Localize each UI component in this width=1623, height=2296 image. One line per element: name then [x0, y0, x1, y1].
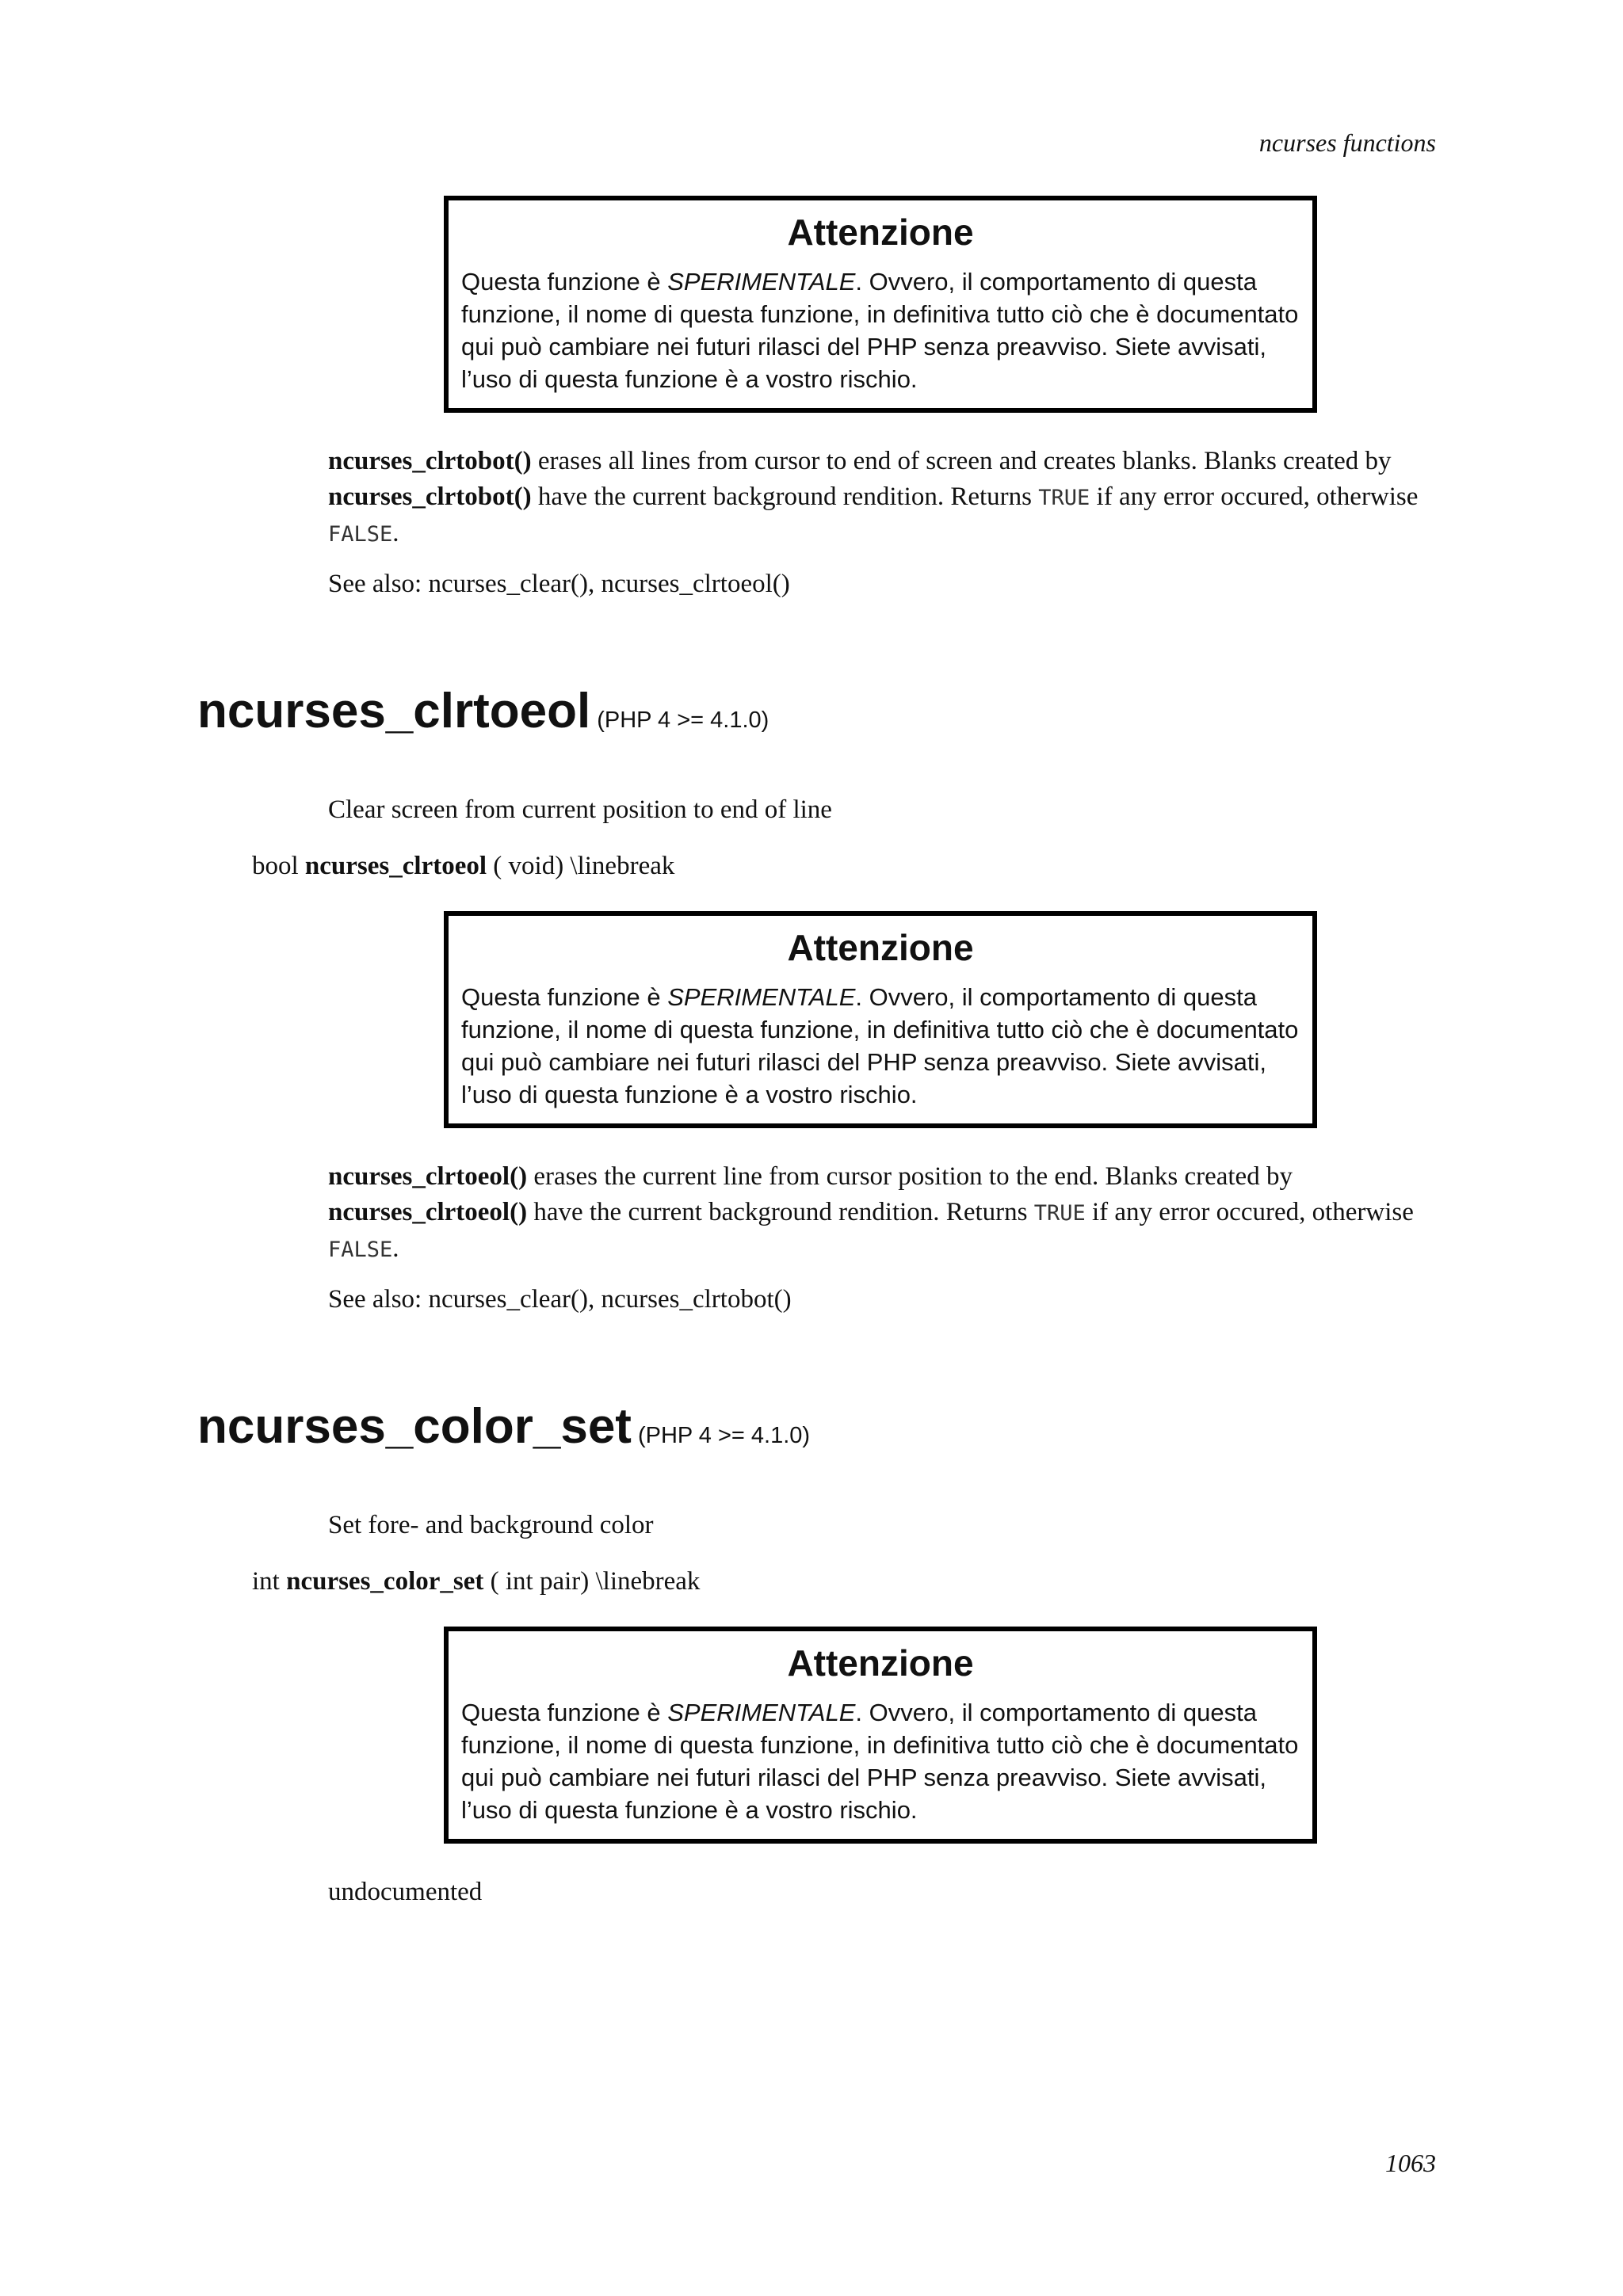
- warning-title: Attenzione: [787, 927, 974, 968]
- function-heading: [197, 683, 769, 739]
- constant-false: FALSE: [328, 522, 393, 547]
- warning-title: Attenzione: [787, 1642, 974, 1684]
- constant-true: TRUE: [1033, 1201, 1086, 1226]
- warning-box: [444, 196, 1317, 413]
- warning-title: Attenzione: [787, 212, 974, 253]
- function-name: ncurses_color_set: [197, 1399, 632, 1454]
- function-ref: ncurses_clrtoeol(): [328, 1198, 528, 1226]
- warning-text: Questa funzione è SPERIMENTALE. Ovvero, il comportamento di questa funzione, il nome di questa funzione, in definitiva tutto ciò che è documentato qui può cambiare nei futuri rilasci del PHP senza preavviso. Siete avvisati, l’uso di questa funzione è a vostro rischio.: [461, 1699, 1299, 1824]
- warning-box: [444, 911, 1317, 1128]
- function-description: undocumented: [328, 1878, 483, 1906]
- function-ref: ncurses_clrtoeol(): [328, 1162, 528, 1191]
- function-ref: ncurses_clrtobot(): [328, 482, 532, 511]
- function-purpose: Clear screen from current position to end of line: [328, 795, 832, 824]
- warning-text: Questa funzione è SPERIMENTALE. Ovvero, il comportamento di questa funzione, il nome di questa funzione, in definitiva tutto ciò che è documentato qui può cambiare nei futuri rilasci del PHP senza preavviso. Siete avvisati, l’uso di questa funzione è a vostro rischio.: [461, 268, 1299, 393]
- description-paragraph: ncurses_clrtobot() erases all lines from cursor to end of screen and creates blanks. Blanks created by ncurses_clrtobot() have the current background rendition. Returns TRUE if any error occured, otherwise FALSE.: [328, 447, 1419, 547]
- function-name: ncurses_clrtoeol: [197, 684, 591, 738]
- constant-true: TRUE: [1038, 486, 1090, 510]
- function-synopsis: int ncurses_color_set ( int pair) \linebreak: [252, 1567, 701, 1596]
- running-head: ncurses functions: [1258, 128, 1436, 157]
- function-synopsis: bool ncurses_clrtoeol ( void) \linebreak: [252, 852, 675, 880]
- function-purpose: Set fore- and background color: [328, 1511, 654, 1539]
- see-also: See also: ncurses_clear(), ncurses_clrtoeol(): [328, 570, 790, 598]
- see-also: See also: ncurses_clear(), ncurses_clrtobot(): [328, 1285, 792, 1314]
- function-version: (PHP 4 >= 4.1.0): [597, 707, 769, 733]
- description-paragraph: ncurses_clrtoeol() erases the current line from cursor position to the end. Blanks created by ncurses_clrtoeol() have the current background rendition. Returns TRUE if any error occured, otherwise FALSE.: [328, 1162, 1414, 1263]
- function-ref: ncurses_clrtobot(): [328, 447, 532, 475]
- warning-box: [444, 1627, 1317, 1844]
- function-heading: [197, 1398, 810, 1455]
- constant-false: FALSE: [328, 1238, 393, 1262]
- function-version: (PHP 4 >= 4.1.0): [637, 1423, 811, 1448]
- page-number: 1063: [1385, 2149, 1436, 2177]
- warning-text: Questa funzione è SPERIMENTALE. Ovvero, il comportamento di questa funzione, il nome di questa funzione, in definitiva tutto ciò che è documentato qui può cambiare nei futuri rilasci del PHP senza preavviso. Siete avvisati, l’uso di questa funzione è a vostro rischio.: [461, 983, 1299, 1108]
